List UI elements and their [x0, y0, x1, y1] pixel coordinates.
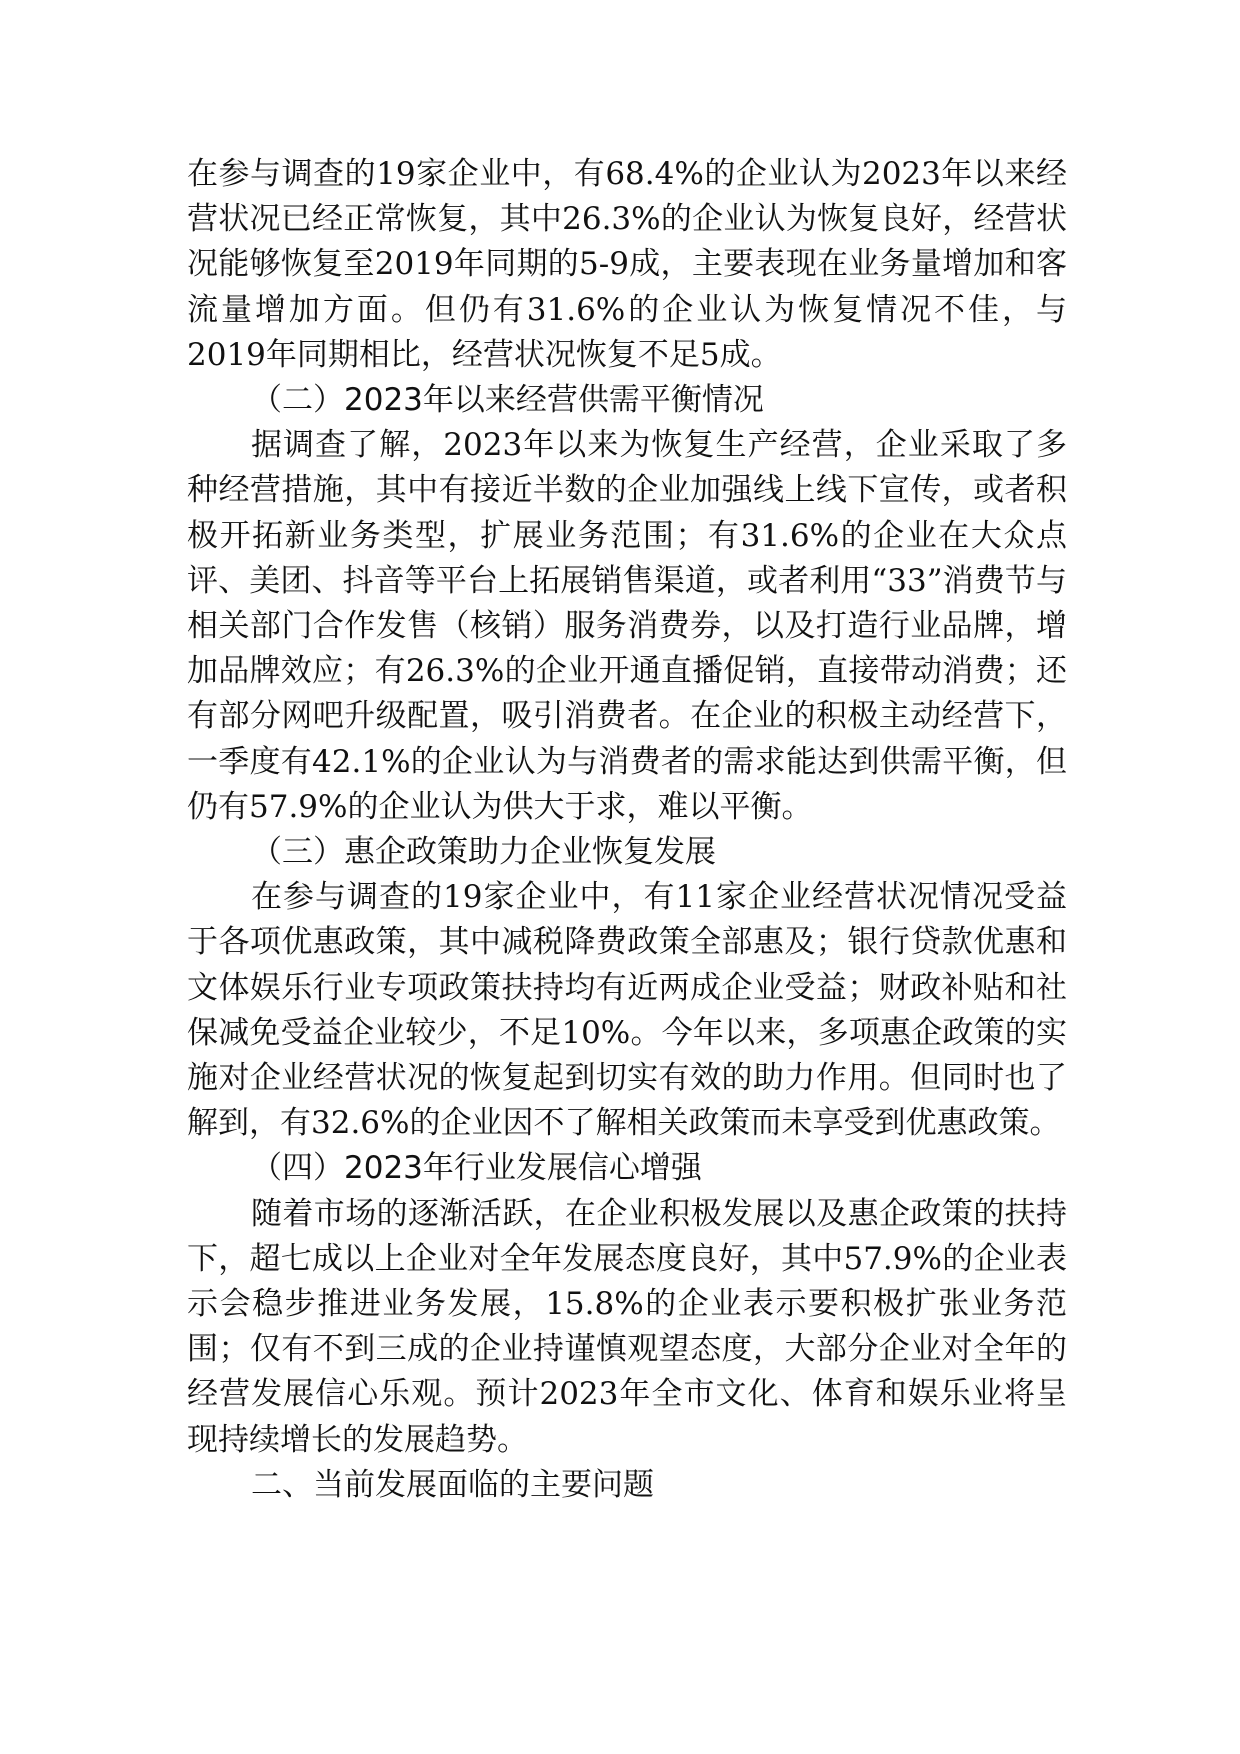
heading-policy-support: （三）惠企政策助力企业恢复发展	[251, 834, 716, 871]
document-body	[187, 152, 1067, 1508]
paragraph-policy-support: 在参与调查的19家企业中，有11家企业经营状况情况受益于各项优惠政策，其中减税降费政策全部惠及；银行贷款优惠和文体娱乐行业专项政策扶持均有近两成企业受益；财政补贴和社保减免受益企业较少，不足10%。今年以来，多项惠企政策的实施对企业经营状况的恢复起到切实有效的助力作用。但同时也了解到，有32.6%的企业因不了解相关政策而未享受到优惠政策。	[187, 879, 1067, 1142]
heading-section-problems: 二、当前发展面临的主要问题	[251, 1466, 654, 1503]
paragraph-industry-confidence: 随着市场的逐渐活跃，在企业积极发展以及惠企政策的扶持下，超七成以上企业对全年发展态度良好，其中57.9%的企业表示会稳步推进业务发展，15.8%的企业表示要积极扩张业务范围；仅有不到三成的企业持谨慎观望态度，大部分企业对全年的经营发展信心乐观。预计2023年全市文化、体育和娱乐业将呈现持续增长的发展趋势。	[187, 1195, 1067, 1458]
paragraph-recovery-status: 在参与调查的19家企业中，有68.4%的企业认为2023年以来经营状况已经正常恢复，其中26.3%的企业认为恢复良好，经营状况能够恢复至2019年同期的5-9成，主要表现在业务量增加和客流量增加方面。但仍有31.6%的企业认为恢复情况不佳，与2019年同期相比，经营状况恢复不足5成。	[187, 156, 1067, 373]
heading-supply-demand: （二）2023年以来经营供需平衡情况	[251, 382, 764, 419]
paragraph-supply-demand: 据调查了解，2023年以来为恢复生产经营，企业采取了多种经营措施，其中有接近半数的企业加强线上线下宣传，或者积极开拓新业务类型，扩展业务范围；有31.6%的企业在大众点评、美团、抖音等平台上拓展销售渠道，或者利用“33”消费节与相关部门合作发售（核销）服务消费券，以及打造行业品牌，增加品牌效应；有26.3%的企业开通直播促销，直接带动消费；还有部分网吧升级配置，吸引消费者。在企业的积极主动经营下，一季度有42.1%的企业认为与消费者的需求能达到供需平衡，但仍有57.9%的企业认为供大于求，难以平衡。	[187, 427, 1067, 825]
heading-industry-confidence: （四）2023年行业发展信心增强	[251, 1150, 702, 1187]
